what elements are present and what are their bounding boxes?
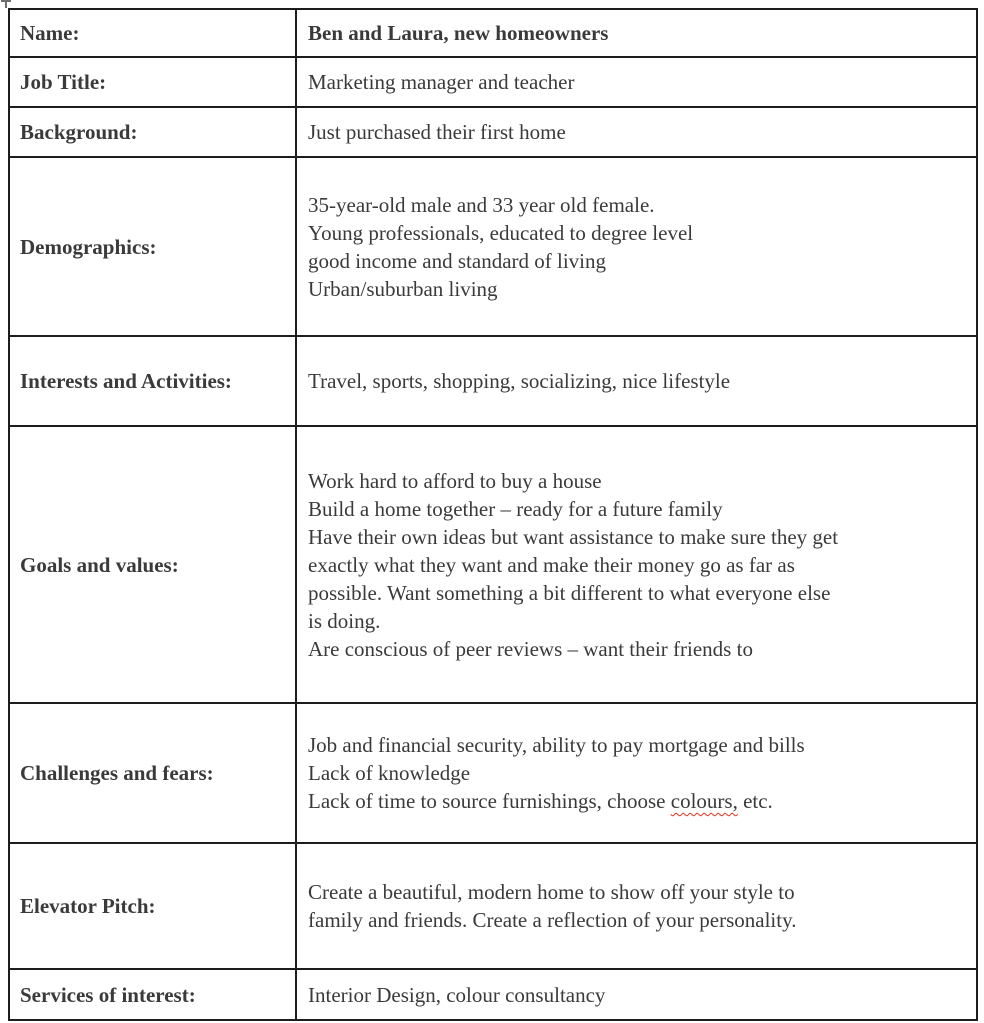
crop-mark: [5, 0, 7, 8]
row-value-challenges[interactable]: [296, 703, 977, 843]
table-row-name: [9, 9, 977, 57]
row-value-demographics[interactable]: [296, 157, 977, 336]
row-value-interests[interactable]: [296, 336, 977, 426]
value-line: Are conscious of peer reviews – want their friends to: [308, 636, 753, 661]
persona-table: [8, 8, 978, 1021]
row-value-elevator-pitch[interactable]: [296, 843, 977, 969]
table-row-challenges: [9, 703, 977, 843]
value-line: exactly what they want and make their money go as far as: [308, 552, 795, 577]
row-value-job-title[interactable]: [296, 57, 977, 107]
value-line: is doing.: [308, 608, 381, 633]
value-line: Have their own ideas but want assistance to make sure they get: [308, 524, 839, 549]
row-label-name[interactable]: Name:: [9, 9, 296, 57]
row-value-services[interactable]: [296, 969, 977, 1020]
value-line: good income and standard of living: [308, 248, 607, 273]
table-row-elevator-pitch: [9, 843, 977, 969]
row-label-challenges[interactable]: Challenges and fears:: [9, 703, 296, 843]
row-label-services[interactable]: Services of interest:: [9, 969, 296, 1020]
value-line: Young professionals, educated to degree level: [308, 220, 694, 245]
table-row-services: [9, 969, 977, 1020]
value-line: Urban/suburban living: [308, 276, 498, 301]
misspelled-word: colours,: [670, 789, 738, 813]
row-label-interests[interactable]: Interests and Activities:: [9, 336, 296, 426]
value-line: Travel, sports, shopping, socializing, nice lifestyle: [308, 369, 731, 393]
line-fragment: etc.: [737, 789, 773, 813]
value-line: Ben and Laura, new homeowners: [308, 21, 609, 45]
line-fragment: Lack of time to source furnishings, choose: [308, 789, 671, 813]
row-value-goals[interactable]: [296, 426, 977, 703]
value-line: Just purchased their first home: [308, 120, 566, 144]
table-row-background: [9, 107, 977, 157]
value-line: Build a home together – ready for a future family: [308, 496, 723, 521]
value-line: Work hard to afford to buy a house: [308, 468, 602, 493]
row-value-background[interactable]: [296, 107, 977, 157]
row-label-goals[interactable]: Goals and values:: [9, 426, 296, 703]
value-line: [308, 787, 964, 815]
value-line: Lack of knowledge: [308, 761, 471, 785]
row-label-job-title[interactable]: Job Title:: [9, 57, 296, 107]
row-label-background[interactable]: Background:: [9, 107, 296, 157]
row-label-demographics[interactable]: Demographics:: [9, 157, 296, 336]
value-line: Job and financial security, ability to pay mortgage and bills: [308, 733, 805, 757]
row-label-elevator-pitch[interactable]: Elevator Pitch:: [9, 843, 296, 969]
table-row-interests: [9, 336, 977, 426]
value-line: Interior Design, colour consultancy: [308, 982, 606, 1007]
row-value-name[interactable]: [296, 9, 977, 57]
value-line: Marketing manager and teacher: [308, 70, 575, 94]
value-line: possible. Want something a bit different to what everyone else: [308, 580, 831, 605]
table-row-demographics: [9, 157, 977, 336]
value-line: Create a beautiful, modern home to show off your style to: [308, 880, 795, 904]
table-row-job-title: [9, 57, 977, 107]
value-line: 35-year-old male and 33 year old female.: [308, 192, 655, 217]
value-line: family and friends. Create a reflection of your personality.: [308, 908, 797, 932]
table-row-goals: [9, 426, 977, 703]
